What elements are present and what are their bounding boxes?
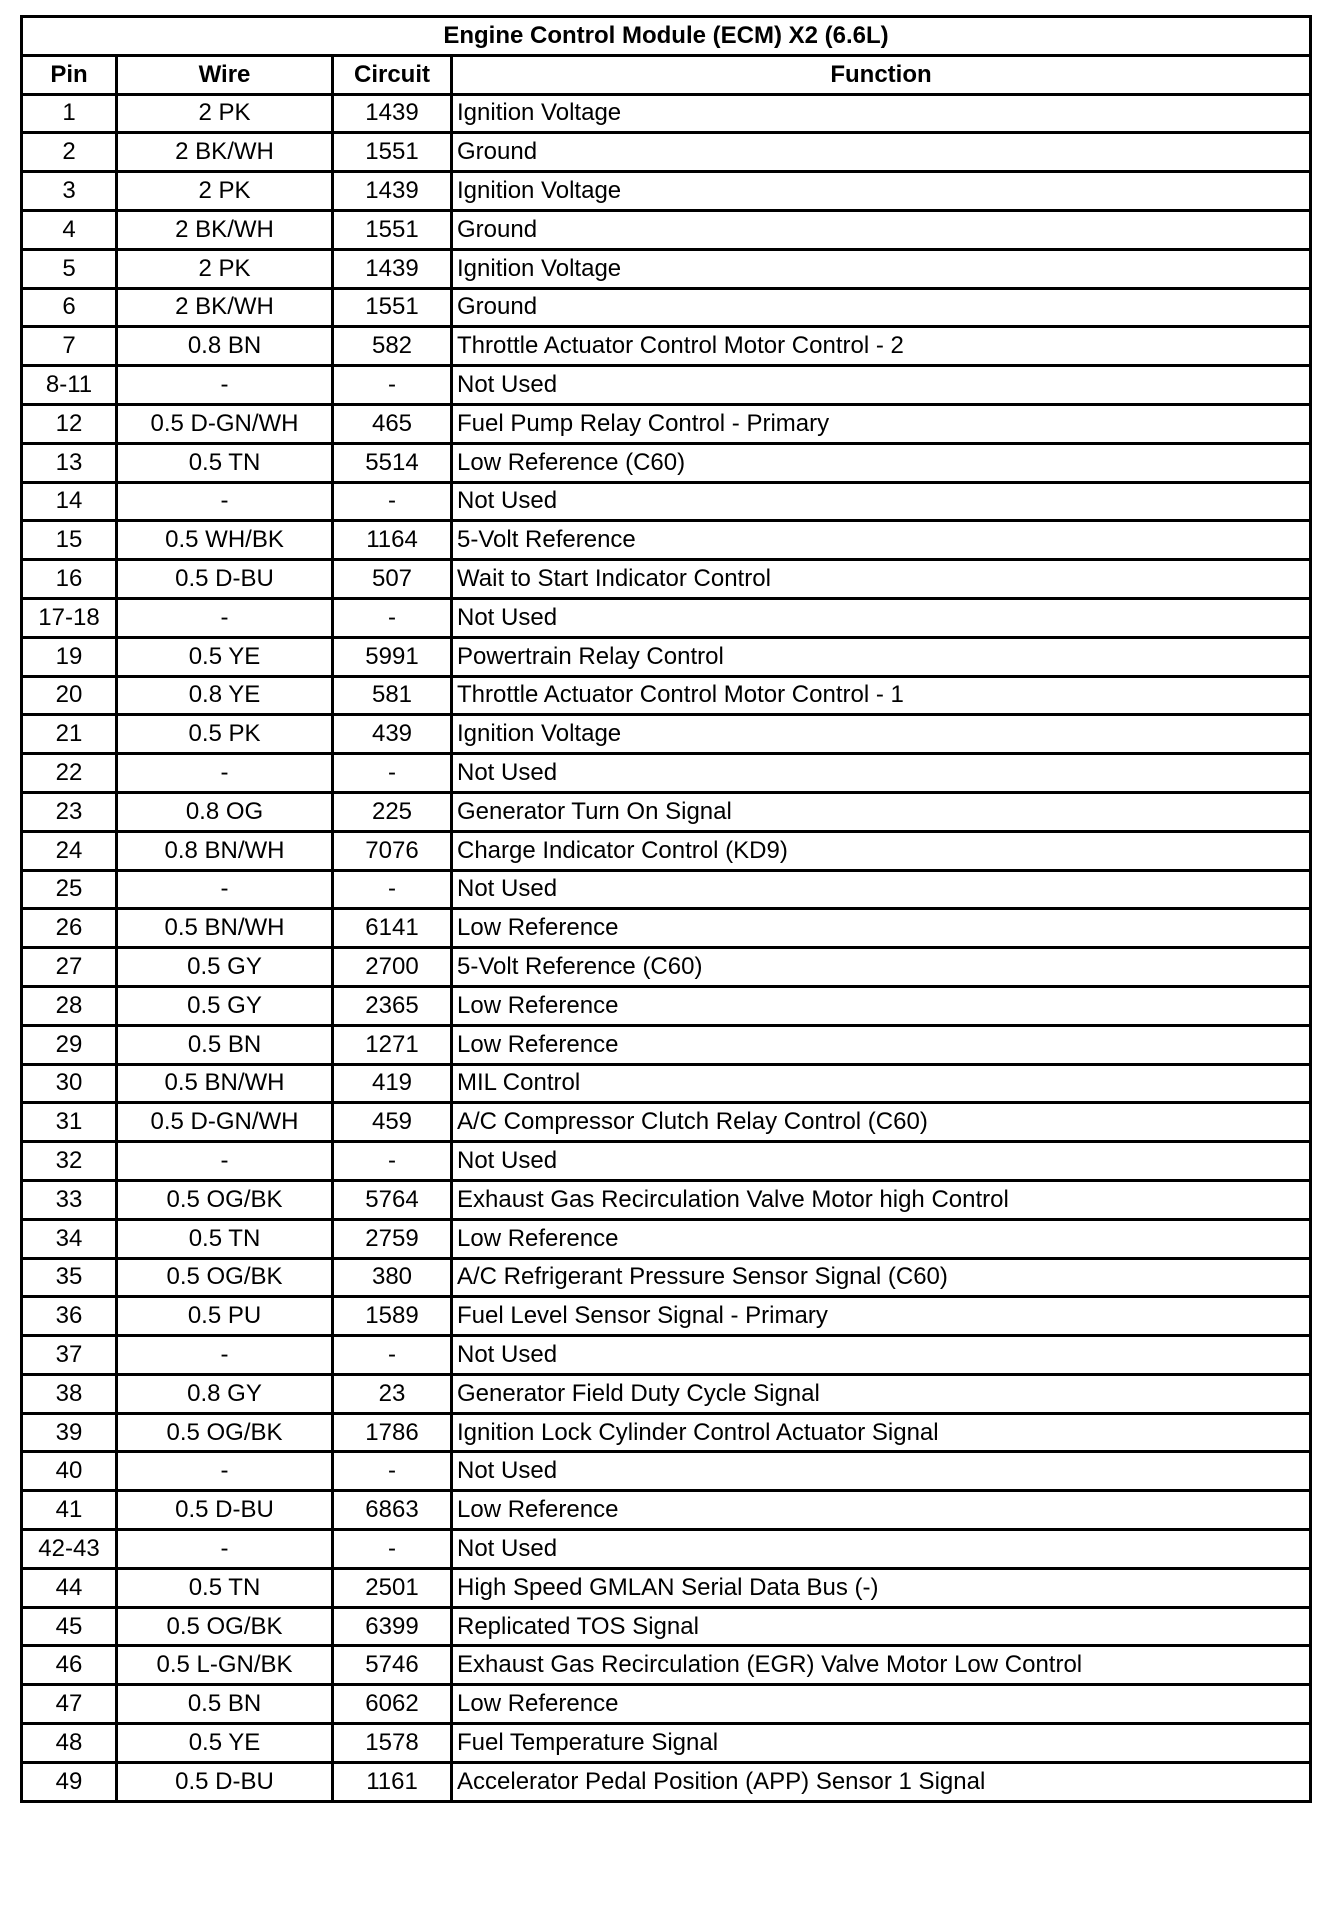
cell-wire: 0.5 BN [117,1025,333,1064]
cell-pin: 7 [22,327,117,366]
cell-function: Not Used [452,1452,1311,1491]
table-row [22,1374,1311,1413]
table-row [22,366,1311,405]
cell-pin: 21 [22,715,117,754]
cell-circuit: 507 [333,560,452,599]
table-row [22,1103,1311,1142]
cell-wire: 0.5 OG/BK [117,1258,333,1297]
cell-pin: 38 [22,1374,117,1413]
cell-circuit: 6399 [333,1607,452,1646]
cell-pin: 37 [22,1336,117,1375]
table-row [22,986,1311,1025]
cell-function: Low Reference (C60) [452,443,1311,482]
cell-circuit: 6062 [333,1685,452,1724]
cell-function: Not Used [452,598,1311,637]
cell-wire: 0.5 GY [117,948,333,987]
table-row [22,1413,1311,1452]
cell-wire: 0.5 YE [117,1724,333,1763]
cell-pin: 13 [22,443,117,482]
cell-circuit: 581 [333,676,452,715]
cell-circuit: 2501 [333,1568,452,1607]
cell-circuit: 1439 [333,249,452,288]
cell-wire: 0.5 D-GN/WH [117,404,333,443]
cell-pin: 19 [22,637,117,676]
cell-function: Low Reference [452,986,1311,1025]
table-row [22,249,1311,288]
header-wire: Wire [117,55,333,94]
cell-circuit: - [333,366,452,405]
table-row [22,1219,1311,1258]
cell-wire: 0.5 TN [117,1219,333,1258]
table-row [22,172,1311,211]
cell-pin: 2 [22,133,117,172]
cell-pin: 1 [22,94,117,133]
cell-circuit: 439 [333,715,452,754]
cell-pin: 5 [22,249,117,288]
cell-pin: 33 [22,1180,117,1219]
cell-function: 5-Volt Reference [452,521,1311,560]
table-row [22,521,1311,560]
cell-pin: 48 [22,1724,117,1763]
table-title: Engine Control Module (ECM) X2 (6.6L) [22,17,1311,56]
cell-circuit: 1439 [333,94,452,133]
cell-circuit: 1551 [333,133,452,172]
cell-circuit: - [333,754,452,793]
cell-circuit: 5764 [333,1180,452,1219]
cell-pin: 14 [22,482,117,521]
cell-circuit: 23 [333,1374,452,1413]
table-row [22,210,1311,249]
table-row [22,1607,1311,1646]
cell-circuit: - [333,1530,452,1569]
header-function: Function [452,55,1311,94]
cell-pin: 15 [22,521,117,560]
cell-wire: 2 BK/WH [117,133,333,172]
cell-function: Fuel Temperature Signal [452,1724,1311,1763]
cell-pin: 20 [22,676,117,715]
cell-circuit: 1551 [333,210,452,249]
cell-circuit: 5514 [333,443,452,482]
cell-pin: 6 [22,288,117,327]
cell-wire: 0.5 OG/BK [117,1413,333,1452]
cell-pin: 32 [22,1142,117,1181]
cell-function: Ground [452,210,1311,249]
cell-function: Throttle Actuator Control Motor Control - 1 [452,676,1311,715]
cell-wire: - [117,1142,333,1181]
table-row [22,288,1311,327]
header-circuit: Circuit [333,55,452,94]
cell-function: Low Reference [452,909,1311,948]
cell-function: Not Used [452,870,1311,909]
table-row [22,715,1311,754]
cell-pin: 47 [22,1685,117,1724]
cell-pin: 28 [22,986,117,1025]
cell-wire: 0.8 BN [117,327,333,366]
cell-circuit: 6141 [333,909,452,948]
cell-pin: 39 [22,1413,117,1452]
table-row [22,327,1311,366]
cell-circuit: 1164 [333,521,452,560]
cell-pin: 35 [22,1258,117,1297]
cell-wire: 0.8 GY [117,1374,333,1413]
cell-pin: 22 [22,754,117,793]
table-row [22,909,1311,948]
cell-pin: 24 [22,831,117,870]
cell-wire: - [117,870,333,909]
cell-function: Ignition Voltage [452,172,1311,211]
cell-wire: 0.5 WH/BK [117,521,333,560]
cell-function: Wait to Start Indicator Control [452,560,1311,599]
table-row [22,831,1311,870]
table-row [22,1452,1311,1491]
cell-pin: 41 [22,1491,117,1530]
table-row [22,1568,1311,1607]
table-row [22,792,1311,831]
cell-function: Ignition Voltage [452,249,1311,288]
cell-circuit: 6863 [333,1491,452,1530]
cell-wire: 0.8 OG [117,792,333,831]
cell-pin: 25 [22,870,117,909]
cell-pin: 17-18 [22,598,117,637]
cell-wire: 2 PK [117,249,333,288]
cell-function: Not Used [452,366,1311,405]
table-row [22,94,1311,133]
cell-wire: - [117,366,333,405]
cell-pin: 4 [22,210,117,249]
cell-circuit: 419 [333,1064,452,1103]
cell-pin: 46 [22,1646,117,1685]
cell-function: High Speed GMLAN Serial Data Bus (-) [452,1568,1311,1607]
cell-function: Powertrain Relay Control [452,637,1311,676]
cell-pin: 40 [22,1452,117,1491]
cell-wire: 0.5 GY [117,986,333,1025]
table-row [22,598,1311,637]
cell-function: Exhaust Gas Recirculation Valve Motor high Control [452,1180,1311,1219]
cell-pin: 16 [22,560,117,599]
cell-function: Generator Field Duty Cycle Signal [452,1374,1311,1413]
cell-function: Fuel Pump Relay Control - Primary [452,404,1311,443]
cell-function: Charge Indicator Control (KD9) [452,831,1311,870]
cell-circuit: 2700 [333,948,452,987]
cell-wire: 0.8 BN/WH [117,831,333,870]
cell-function: Ground [452,133,1311,172]
cell-circuit: - [333,1336,452,1375]
cell-circuit: 5746 [333,1646,452,1685]
table-header-row [22,55,1311,94]
table-row [22,1685,1311,1724]
cell-wire: - [117,1336,333,1375]
table-row [22,948,1311,987]
table-row [22,754,1311,793]
cell-circuit: 1589 [333,1297,452,1336]
cell-pin: 29 [22,1025,117,1064]
cell-pin: 42-43 [22,1530,117,1569]
table-row [22,1646,1311,1685]
cell-function: Not Used [452,1530,1311,1569]
cell-circuit: 465 [333,404,452,443]
connector-pinout-table [20,15,1312,1803]
cell-circuit: 1578 [333,1724,452,1763]
cell-wire: 0.5 BN/WH [117,909,333,948]
table-row [22,1064,1311,1103]
table-row [22,1491,1311,1530]
table-row [22,1025,1311,1064]
cell-wire: - [117,1452,333,1491]
cell-circuit: 1786 [333,1413,452,1452]
cell-circuit: 1551 [333,288,452,327]
table-row [22,404,1311,443]
table-row [22,1180,1311,1219]
cell-wire: 0.5 BN/WH [117,1064,333,1103]
cell-pin: 27 [22,948,117,987]
cell-function: Fuel Level Sensor Signal - Primary [452,1297,1311,1336]
cell-function: Throttle Actuator Control Motor Control - 2 [452,327,1311,366]
cell-function: Generator Turn On Signal [452,792,1311,831]
cell-pin: 8-11 [22,366,117,405]
cell-function: Low Reference [452,1025,1311,1064]
table-row [22,1336,1311,1375]
cell-circuit: 2365 [333,986,452,1025]
cell-wire: 2 BK/WH [117,288,333,327]
cell-function: 5-Volt Reference (C60) [452,948,1311,987]
table-row [22,676,1311,715]
table-row [22,1530,1311,1569]
cell-circuit: - [333,1452,452,1491]
cell-wire: 2 PK [117,94,333,133]
table-row [22,560,1311,599]
cell-wire: 0.5 D-BU [117,560,333,599]
cell-pin: 31 [22,1103,117,1142]
cell-wire: 0.5 D-BU [117,1491,333,1530]
cell-circuit: 5991 [333,637,452,676]
cell-function: MIL Control [452,1064,1311,1103]
cell-function: Not Used [452,754,1311,793]
cell-pin: 49 [22,1762,117,1801]
cell-circuit: - [333,598,452,637]
cell-wire: 0.8 YE [117,676,333,715]
table-row [22,482,1311,521]
cell-wire: - [117,482,333,521]
cell-pin: 36 [22,1297,117,1336]
cell-function: Ignition Voltage [452,715,1311,754]
cell-wire: - [117,754,333,793]
cell-circuit: 2759 [333,1219,452,1258]
cell-pin: 26 [22,909,117,948]
table-row [22,1724,1311,1763]
cell-function: Accelerator Pedal Position (APP) Sensor 1 Signal [452,1762,1311,1801]
table-row [22,1762,1311,1801]
cell-wire: 0.5 PU [117,1297,333,1336]
cell-wire: 0.5 TN [117,1568,333,1607]
header-pin: Pin [22,55,117,94]
table-row [22,637,1311,676]
table-row [22,443,1311,482]
cell-function: Not Used [452,482,1311,521]
cell-function: Exhaust Gas Recirculation (EGR) Valve Motor Low Control [452,1646,1311,1685]
cell-function: Not Used [452,1142,1311,1181]
cell-circuit: - [333,870,452,909]
cell-wire: 2 BK/WH [117,210,333,249]
cell-function: Replicated TOS Signal [452,1607,1311,1646]
cell-wire: 0.5 D-BU [117,1762,333,1801]
cell-wire: - [117,598,333,637]
cell-circuit: - [333,1142,452,1181]
table-title-row [22,17,1311,56]
cell-circuit: 1439 [333,172,452,211]
cell-pin: 12 [22,404,117,443]
cell-function: Low Reference [452,1491,1311,1530]
cell-circuit: 380 [333,1258,452,1297]
cell-circuit: 1271 [333,1025,452,1064]
table-row [22,1258,1311,1297]
cell-circuit: - [333,482,452,521]
table-body [22,94,1311,1801]
cell-wire: 0.5 L-GN/BK [117,1646,333,1685]
cell-wire: 0.5 OG/BK [117,1180,333,1219]
cell-function: Low Reference [452,1219,1311,1258]
cell-circuit: 225 [333,792,452,831]
cell-function: A/C Compressor Clutch Relay Control (C60) [452,1103,1311,1142]
cell-function: A/C Refrigerant Pressure Sensor Signal (C60) [452,1258,1311,1297]
cell-circuit: 7076 [333,831,452,870]
cell-function: Ground [452,288,1311,327]
cell-circuit: 1161 [333,1762,452,1801]
cell-wire: 0.5 BN [117,1685,333,1724]
cell-function: Not Used [452,1336,1311,1375]
table-row [22,1142,1311,1181]
cell-wire: 2 PK [117,172,333,211]
cell-function: Ignition Lock Cylinder Control Actuator Signal [452,1413,1311,1452]
cell-function: Ignition Voltage [452,94,1311,133]
cell-circuit: 459 [333,1103,452,1142]
cell-wire: 0.5 OG/BK [117,1607,333,1646]
cell-wire: 0.5 TN [117,443,333,482]
cell-wire: - [117,1530,333,1569]
cell-pin: 45 [22,1607,117,1646]
cell-wire: 0.5 YE [117,637,333,676]
cell-pin: 44 [22,1568,117,1607]
cell-pin: 30 [22,1064,117,1103]
cell-pin: 34 [22,1219,117,1258]
cell-pin: 3 [22,172,117,211]
table-row [22,133,1311,172]
cell-function: Low Reference [452,1685,1311,1724]
cell-circuit: 582 [333,327,452,366]
cell-wire: 0.5 D-GN/WH [117,1103,333,1142]
cell-pin: 23 [22,792,117,831]
table-row [22,870,1311,909]
table-row [22,1297,1311,1336]
cell-wire: 0.5 PK [117,715,333,754]
